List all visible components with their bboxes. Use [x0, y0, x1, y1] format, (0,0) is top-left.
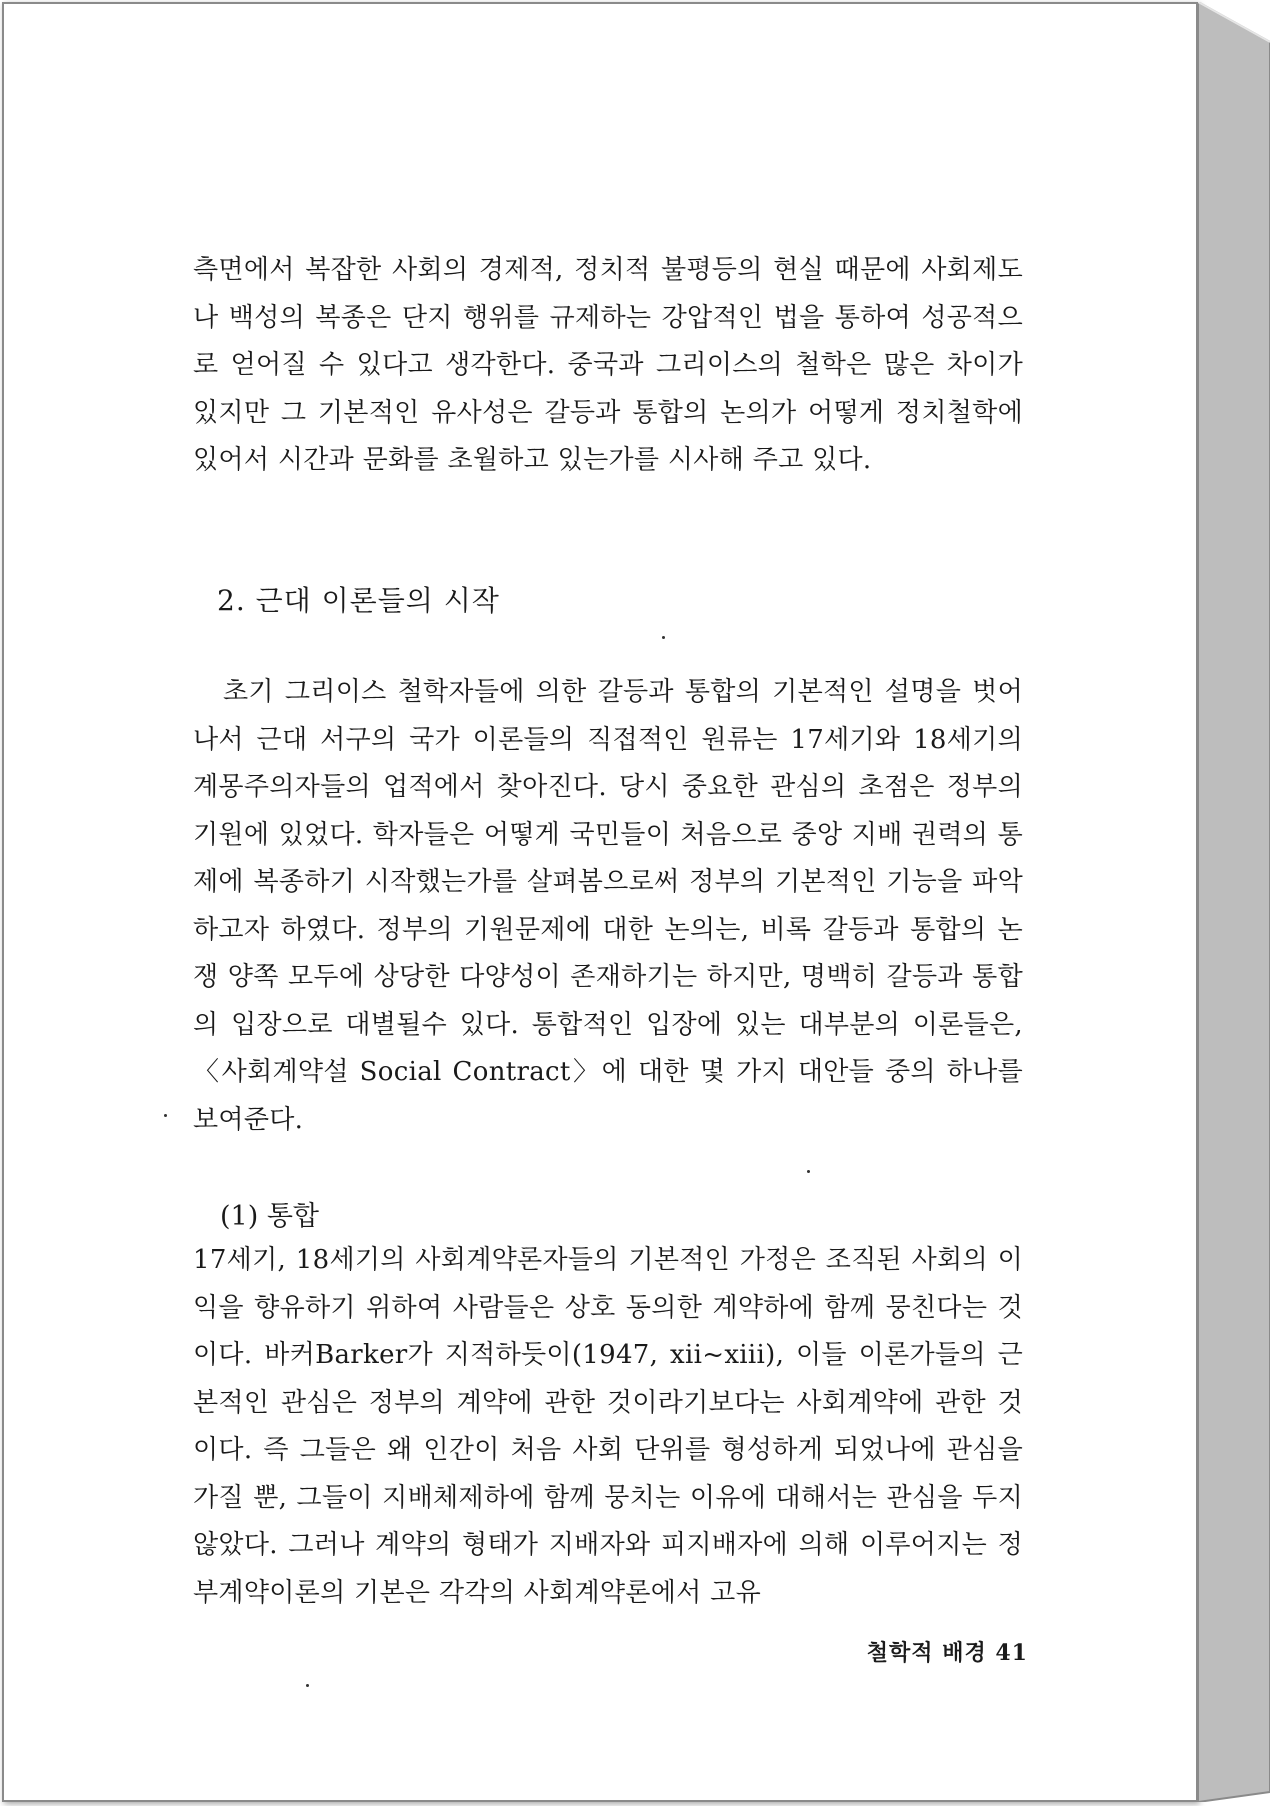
- scan-speck: [164, 1114, 167, 1117]
- book-page: [2, 2, 1198, 1802]
- paragraph-2: [193, 669, 1023, 1144]
- paragraph-3: [193, 1237, 1023, 1617]
- scan-speck: [662, 636, 665, 639]
- paragraph-1-text: 측면에서 복잡한 사회의 경제적, 정치적 불평등의 현실 때문에 사회제도나 백성의 복종은 단지 행위를 규제하는 강압적인 법을 통하여 성공적으로 얻어질 수 있다고 생각한다. 중국과 그리이스의 철학은 많은 차이가 있지만 그 기본적인 유사성은 갈등과 통합의 논의가 어떻게 정치철학에 있어서 시간과 문화를 초월하고 있는가를 시사해 주고 있다.: [193, 255, 1023, 475]
- page-footer: 철학적 배경 41: [866, 1640, 1028, 1666]
- section-heading: 2. 근대 이론들의 시작: [217, 584, 500, 617]
- paragraph-3-text: 17세기, 18세기의 사회계약론자들의 기본적인 가정은 조직된 사회의 이익을 향유하기 위하여 사람들은 상호 동의한 계약하에 함께 뭉친다는 것이다. 바커Barker가 지적하듯이(1947, xii~xiii), 이들 이론가들의 근본적인 관심은 정부의 계약에 관한 것이라기보다는 사회계약에 관한 것이다. 즉 그들은 왜 인간이 처음 사회 단위를 형성하게 되었나에 관심을 가질 뿐, 그들이 지배체제하에 함께 뭉치는 이유에 대해서는 관심을 두지 않았다. 그러나 계약의 형태가 지배자와 피지배자에 의해 이루어지는 정부계약이론의 기본은 각각의 사회계약론에서 고유: [193, 1245, 1023, 1608]
- page-edge-shape: [1198, 2, 1270, 1802]
- paragraph-2-text: 초기 그리이스 철학자들에 의한 갈등과 통합의 기본적인 설명을 벗어나서 근대 서구의 국가 이론들의 직접적인 원류는 17세기와 18세기의 계몽주의자들의 업적에서 찾아진다. 당시 중요한 관심의 초점은 정부의 기원에 있었다. 학자들은 어떻게 국민들이 처음으로 중앙 지배 권력의 통제에 복종하기 시작했는가를 살펴봄으로써 정부의 기본적인 기능을 파악하고자 하였다. 정부의 기원문제에 대한 논의는, 비록 갈등과 통합의 논쟁 양쪽 모두에 상당한 다양성이 존재하기는 하지만, 명백히 갈등과 통합의 입장으로 대별될수 있다. 통합적인 입장에 있는 대부분의 이론들은, 〈사회계약설 Social Contract〉에 대한 몇 가지 대안들 중의 하나를 보여준다.: [193, 677, 1023, 1135]
- subsection-heading: (1) 통합: [220, 1201, 319, 1232]
- paragraph-1: [193, 247, 1023, 485]
- page-stack-edge: [1198, 2, 1270, 1802]
- scan-speck: [807, 1170, 810, 1173]
- scan-speck: [306, 1684, 309, 1687]
